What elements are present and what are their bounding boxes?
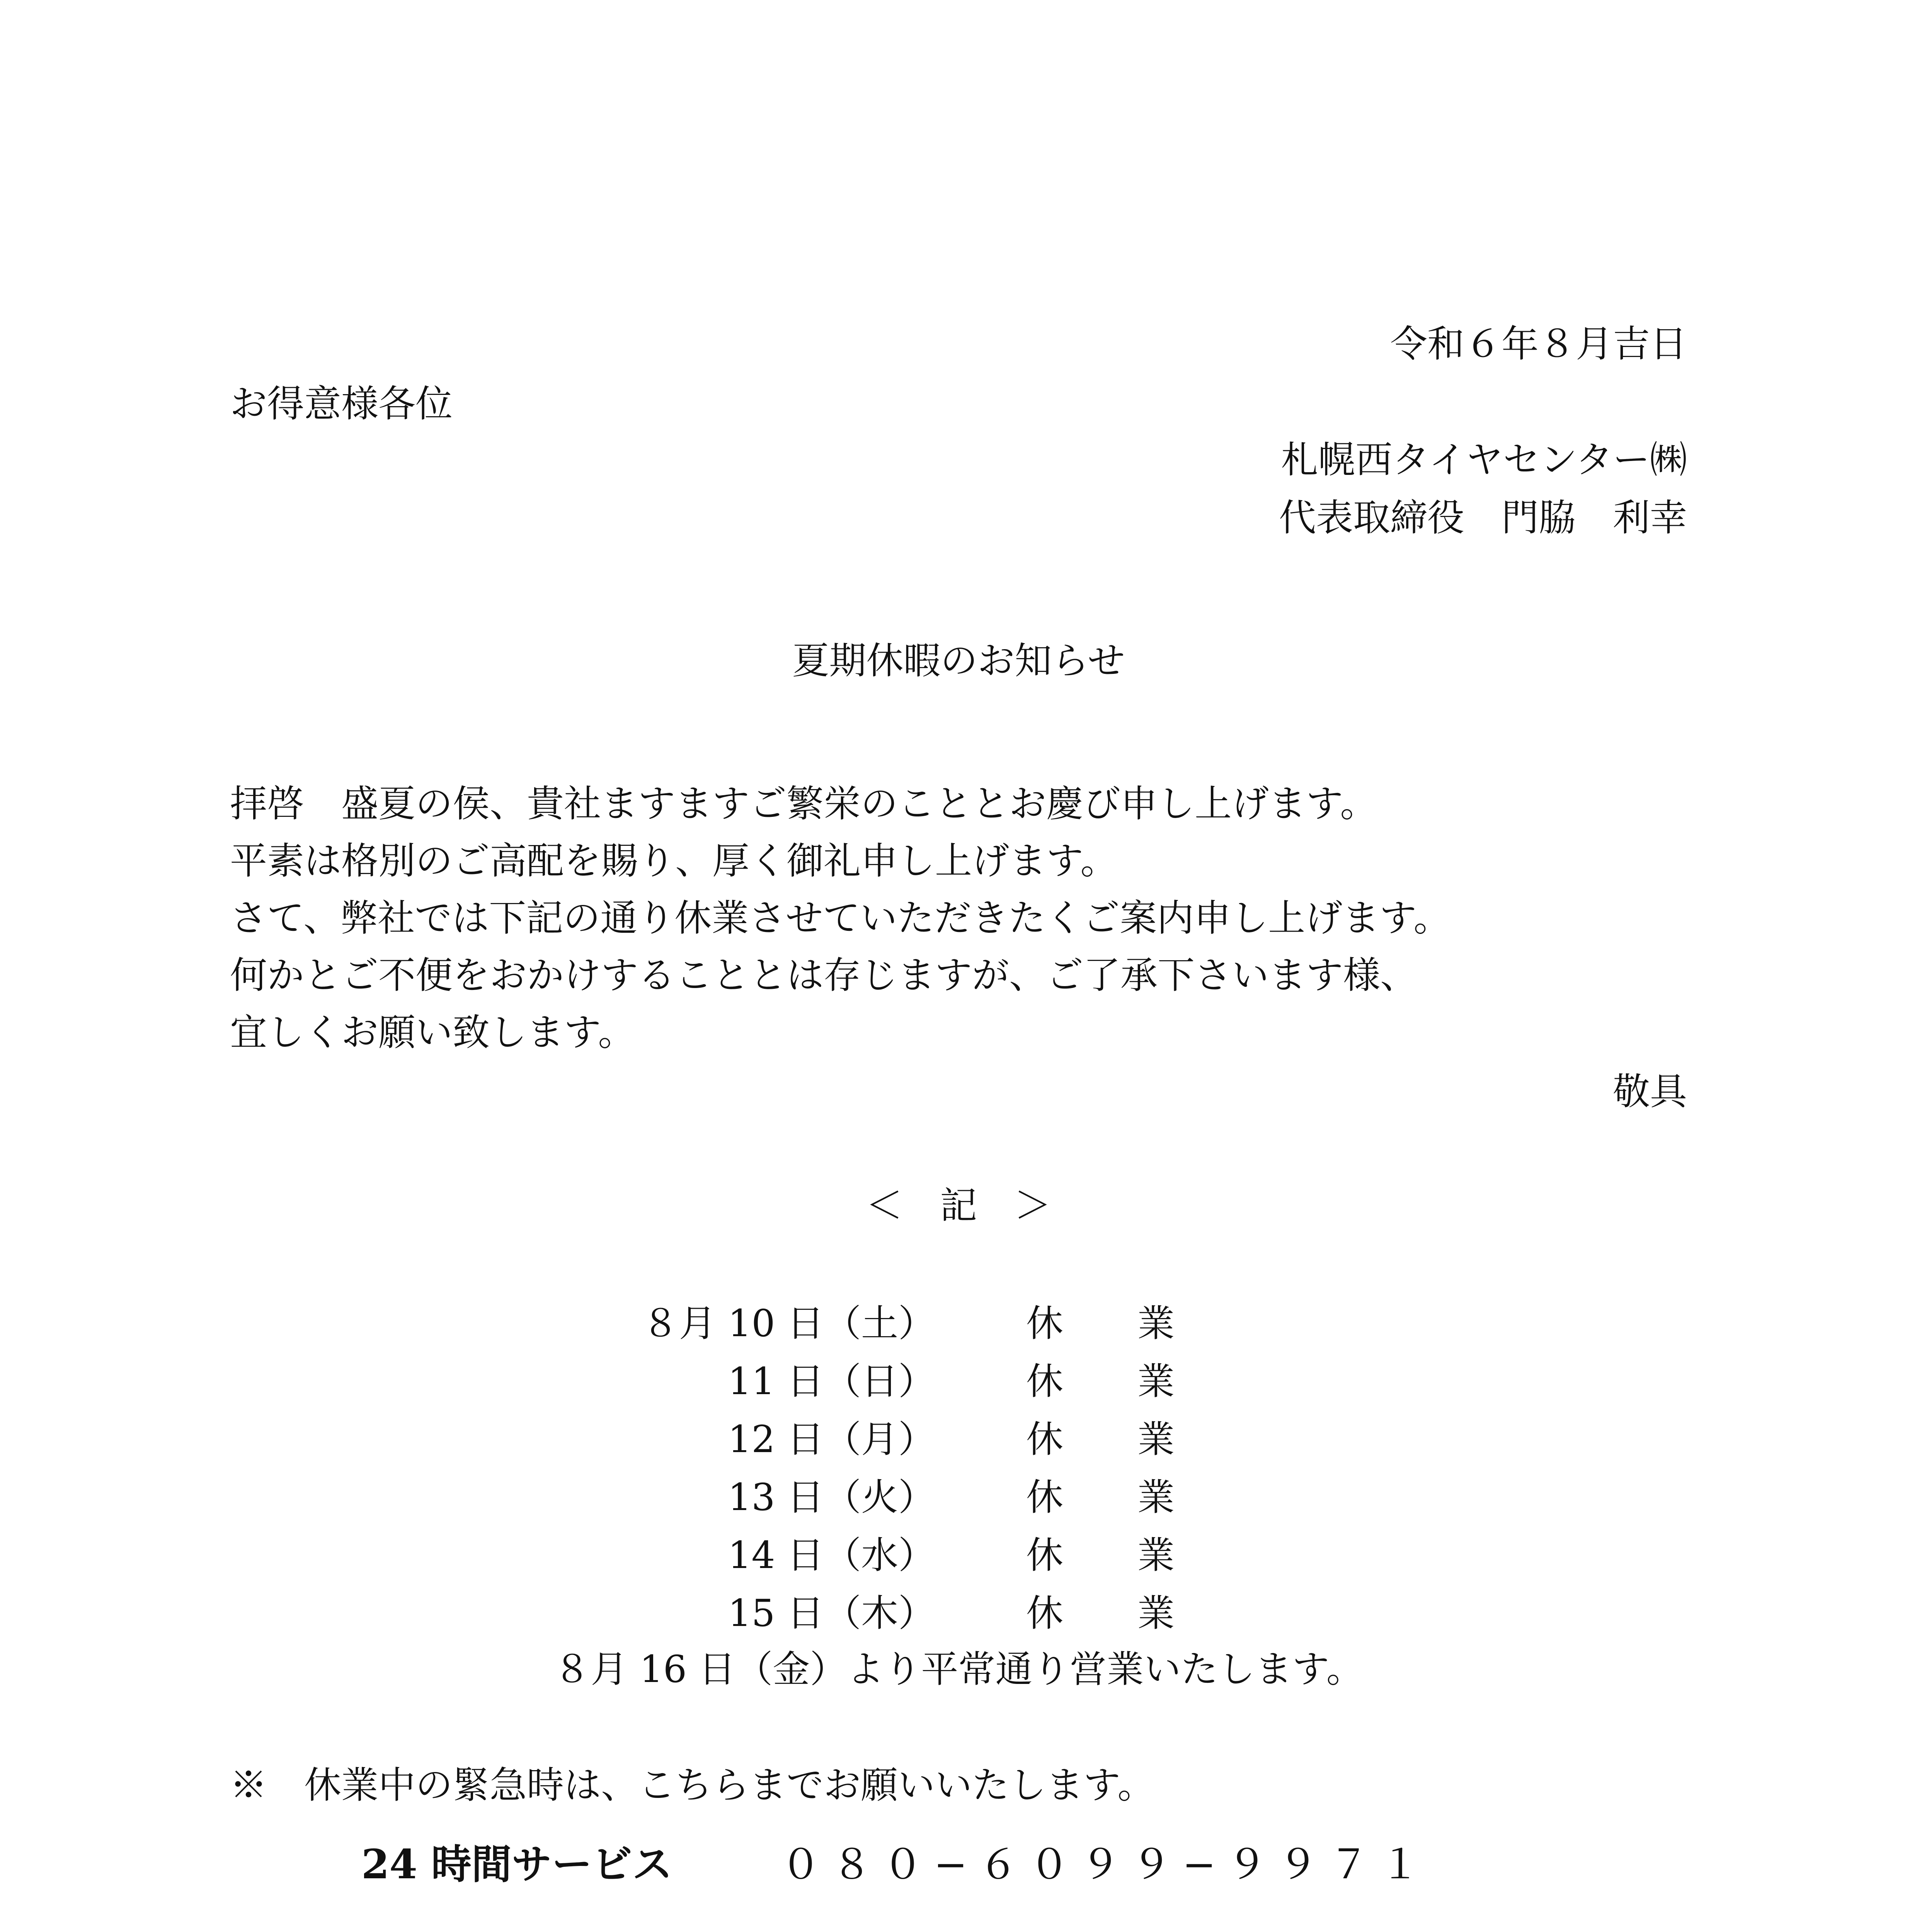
body-line: 宜しくお願い致します。 xyxy=(230,1011,635,1054)
schedule-status: 休 業 xyxy=(1026,1592,1193,1635)
schedule-date: 11 日（日） xyxy=(728,1360,935,1403)
emergency-phone-1: ０８０−６０９９−９９７１ xyxy=(781,1841,1431,1888)
emergency-note: ※ 休業中の緊急時は、こちらまでお願いいたします。 xyxy=(230,1764,1155,1807)
service-label: 24 時間サービス xyxy=(361,1840,672,1888)
page-title: 夏期休暇のお知らせ xyxy=(792,639,1125,682)
schedule-date: 15 日（木） xyxy=(728,1592,935,1635)
company-name: 札幌西タイヤセンター㈱ xyxy=(1281,438,1687,481)
schedule-date: ８月 10 日（土） xyxy=(642,1302,935,1345)
resume-notice: ８月 16 日（金）より平常通り営業いたします。 xyxy=(553,1648,1364,1691)
representative-name: 代表取締役 門脇 利幸 xyxy=(1279,496,1687,539)
schedule-status: 休 業 xyxy=(1026,1476,1193,1519)
schedule-status: 休 業 xyxy=(1026,1360,1193,1403)
body-line: さて、弊社では下記の通り休業させていただきたくご案内申し上げます。 xyxy=(230,896,1451,940)
schedule-date: 13 日（火） xyxy=(728,1476,935,1519)
body-line: 何かとご不便をおかけすることとは存じますが、ご了承下さいます様、 xyxy=(230,954,1417,997)
schedule-status: 休 業 xyxy=(1026,1534,1193,1577)
closing-salutation: 敬具 xyxy=(1613,1070,1687,1113)
schedule-date: 14 日（水） xyxy=(728,1534,935,1577)
schedule-status: 休 業 xyxy=(1026,1302,1193,1345)
schedule-status: 休 業 xyxy=(1026,1418,1193,1461)
schedule-date: 12 日（月） xyxy=(728,1418,935,1461)
body-line: 拝啓 盛夏の侯、貴社ますますご繁栄のこととお慶び申し上げます。 xyxy=(230,782,1377,825)
recipient: お得意様各位 xyxy=(230,382,453,425)
body-line: 平素は格別のご高配を賜り、厚く御礼申し上げます。 xyxy=(230,839,1118,883)
document-date: 令和６年８月吉日 xyxy=(1390,322,1687,366)
record-heading: ＜ 記 ＞ xyxy=(866,1184,1051,1227)
